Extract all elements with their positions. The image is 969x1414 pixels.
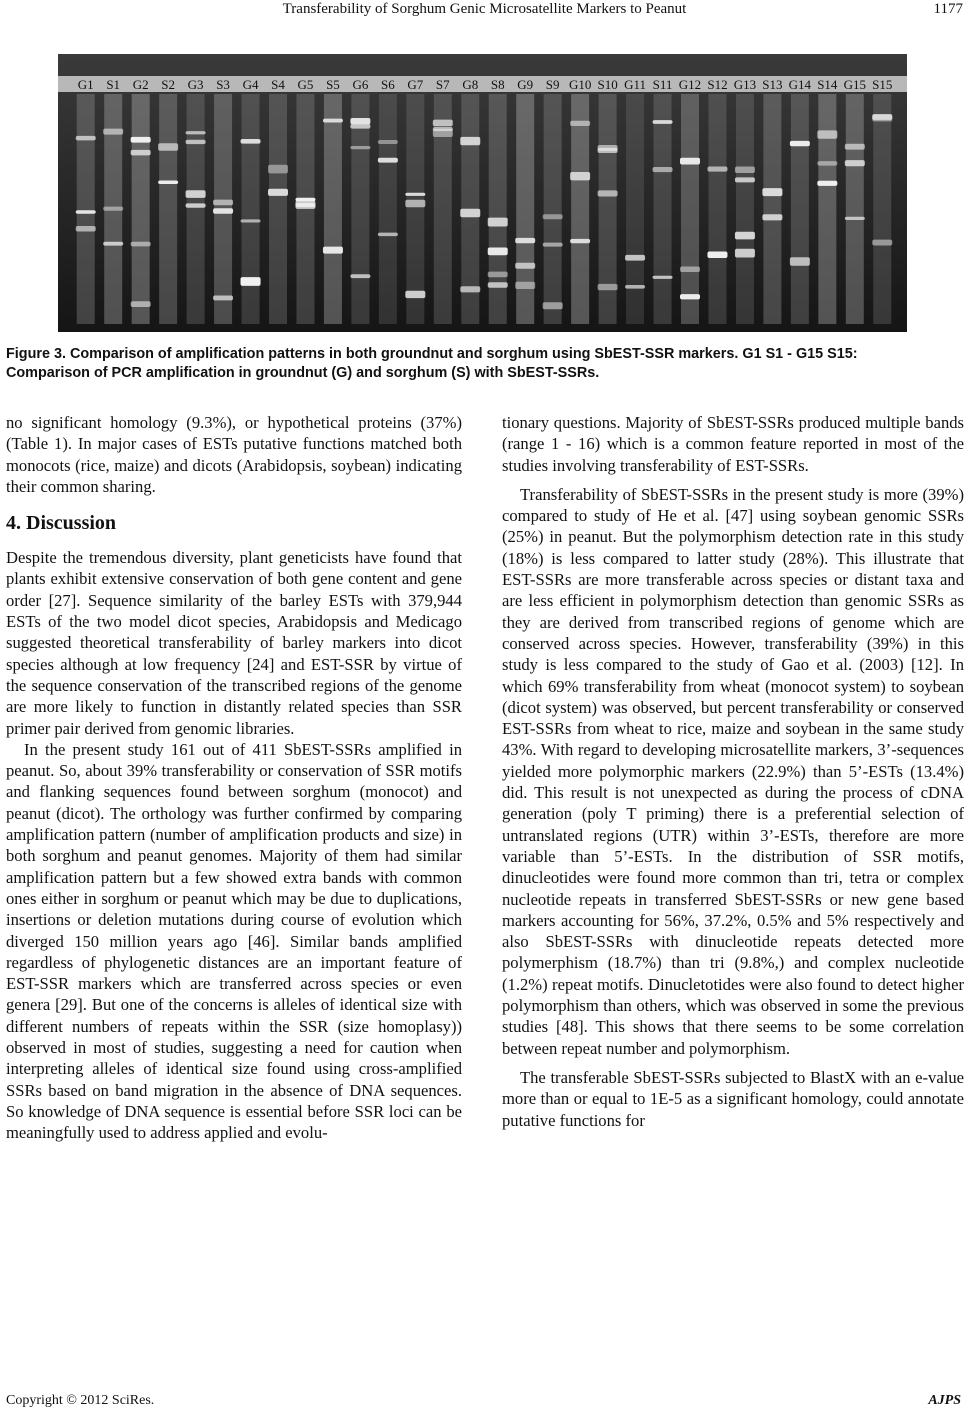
gel-band — [186, 203, 206, 207]
gel-lane — [159, 94, 177, 324]
gel-band — [405, 291, 425, 298]
gel-band — [817, 130, 837, 138]
gel-lane — [544, 94, 562, 324]
lane-label: S1 — [106, 77, 121, 92]
lane-label: S3 — [216, 77, 230, 92]
gel-band — [543, 214, 563, 219]
paragraph: no significant homology (9.3%), or hypothetical proteins (37%) (Table 1). In major cases of ESTs putative functions matched both monocots (rice, maize) and dicots (Arabidopsis, soybean) indicating their common sharing. — [6, 413, 462, 496]
gel-lane — [791, 94, 809, 324]
gel-lane — [818, 94, 836, 324]
gel-band — [350, 146, 370, 149]
lane-label: G11 — [624, 77, 647, 92]
gel-lane — [132, 94, 150, 324]
gel-band — [488, 248, 508, 256]
gel-band — [460, 286, 480, 292]
gel-band — [186, 140, 206, 144]
gel-lane — [296, 94, 314, 324]
gel-band — [625, 255, 645, 261]
lane-label: S10 — [597, 77, 618, 92]
gel-lane — [626, 94, 644, 324]
gel-band — [515, 263, 535, 269]
gel-band — [570, 172, 590, 180]
gel-band — [790, 141, 810, 146]
gel-band — [680, 294, 700, 299]
gel-band — [350, 118, 370, 124]
gel-band — [131, 137, 151, 143]
lane-label: S14 — [817, 77, 838, 92]
gel-lane — [187, 94, 205, 324]
gel-band — [76, 210, 96, 214]
running-header: Transferability of Sorghum Genic Microsatellite Markers to Peanut — [282, 1, 687, 17]
gel-band — [680, 267, 700, 273]
gel-band — [241, 219, 261, 222]
lane-label: S2 — [161, 77, 176, 92]
gel-lane — [873, 94, 891, 324]
lane-label: G12 — [678, 77, 702, 92]
gel-lane — [516, 94, 534, 324]
page-number: 1177 — [933, 1, 963, 17]
section-heading: 4. Discussion — [6, 512, 117, 535]
gel-band — [378, 140, 398, 144]
gel-band — [845, 217, 865, 220]
lane-label: G9 — [517, 77, 534, 92]
lane-label: S4 — [271, 77, 285, 92]
gel-lane — [763, 94, 781, 324]
gel-band — [598, 190, 618, 196]
gel-band — [323, 119, 343, 123]
paragraph: Transferability of SbEST-SSRs in the present study is more (39%) compared to study of He et al. [47] using soybean genomic SSRs (25%) in peanut. But the polymorphism detection rate in this study (18%) is less compared to latter study (28%). This illustrate that EST-SSRs are more transferable across species or distant taxa and are less efficient in polymorphism detection than genomic SSRs as they are derived from transcribed regions of genome which are conserved across species. However, transferability (39%) in this study is less compared to the study of Gao et al. (2003) [12]. In which 69% transferability from wheat (monocot system) to soybean (dicot system) was observed, but percent transferability or conserved EST-SSRs from wheat to rice, maize and soybean in the same study 43%. With regard to developing microsatellite markers, 3’-sequences yielded more polymorphic markers (22.9%) than 5’-ESTs (13.4%) did. This result is not unexpected as during the process of cDNA generation (poly T priming) there is a preferential selection of untranslated regions (UTR) within 3’-ESTs, therefore are more variable than 5’-ESTs. In the distribution of SSR motifs, dinucleotides were found more common than tri, tetra or complex nucleotide repeats in transferred SbEST-SSRs or new gene based markers accounting for 56%, 37.2%, 0.5% and 5% respectively and also SbEST-SSRs with dinucleotide repeats detected more polymerphism (18.7%) than tri (9.8%,) and complex nucleotide (1.2%) repeat motifs. Dinucletotides were also found to detect higher polymorphism than others, which was observed in some the previous studies [48]. This shows that there seems to be some correlation between repeat number and polymorphism. — [502, 484, 964, 1058]
gel-band — [295, 203, 315, 207]
gel-band — [103, 242, 123, 246]
gel-band — [186, 190, 206, 198]
gel-band — [131, 301, 151, 307]
gel-electrophoresis-figure — [58, 54, 907, 332]
gel-lane — [324, 94, 342, 324]
gel-band — [543, 243, 563, 247]
gel-band — [76, 226, 96, 232]
gel-band — [735, 177, 755, 182]
gel-band — [735, 167, 755, 174]
gel-band — [570, 239, 590, 243]
lane-label: G1 — [77, 77, 94, 92]
paragraph: Despite the tremendous diversity, plant geneticists have found that plants exhibit extensive conservation of both gene content and gene order [27]. Sequence similarity of the barley ESTs with 379,944 ESTs of the two model dicot species, Arabidopsis and Medicago suggested theoretical transferability of barley markers into dicot species although at low frequency [24] and EST-SSR by virtue of the sequence conservation of the transcribed regions of the genome are more likely to function in distantly related species than SSR primer pair derived from genomic libraries. — [6, 548, 462, 738]
gel-band — [103, 129, 123, 135]
gel-band — [790, 257, 810, 266]
lane-label: G15 — [843, 77, 866, 92]
gel-band — [350, 124, 370, 129]
gel-lane — [681, 94, 699, 324]
gel-lane — [379, 94, 397, 324]
gel-band — [103, 207, 123, 211]
gel-band — [872, 115, 892, 122]
gel-band — [433, 120, 453, 127]
lane-label: G3 — [187, 77, 204, 92]
gel-band — [131, 242, 151, 247]
gel-band — [762, 188, 782, 196]
gel-band — [268, 165, 288, 174]
gel-band — [488, 218, 508, 227]
gel-band — [845, 160, 865, 166]
lane-label: G13 — [733, 77, 757, 92]
gel-band — [872, 240, 892, 246]
gel-lane — [571, 94, 589, 324]
lane-label: S13 — [762, 77, 783, 92]
left-column — [6, 412, 462, 1144]
gel-band — [543, 302, 563, 309]
gel-band — [241, 278, 261, 286]
paragraph: The transferable SbEST-SSRs subjected to BlastX with an e-value more than or equal to 1E-5 as a significant homology, could annotate putative functions for — [502, 1067, 964, 1130]
gel-lane — [242, 94, 260, 324]
gel-band — [762, 214, 782, 220]
lane-label: S7 — [435, 77, 450, 92]
lane-label: G4 — [242, 77, 259, 92]
gel-band — [433, 127, 453, 131]
gel-band — [653, 167, 673, 172]
lane-label: S15 — [872, 77, 893, 92]
gel-band — [845, 144, 865, 150]
gel-band — [625, 285, 645, 289]
lane-label: G7 — [407, 77, 424, 92]
gel-image — [58, 54, 907, 332]
gel-band — [817, 161, 837, 166]
gel-band — [213, 200, 233, 206]
lane-label: G5 — [297, 77, 314, 92]
gel-band — [598, 145, 618, 151]
caption-line-2: Comparison of PCR amplification in groundnut (G) and sorghum (S) with SbEST-SSRs. — [6, 365, 600, 381]
gel-lane — [736, 94, 754, 324]
gel-band — [131, 150, 151, 156]
gel-band — [707, 252, 727, 259]
lane-label: S12 — [707, 77, 728, 92]
lane-label: S6 — [380, 77, 395, 92]
gel-band — [735, 249, 755, 258]
gel-band — [460, 137, 480, 145]
lane-label: G10 — [568, 77, 592, 92]
caption-line-1: Figure 3. Comparison of amplification patterns in both groundnut and sorghum using SbEST-SSR markers. G1 S1 - G15 S15: — [6, 346, 858, 362]
copyright: Copyright © 2012 SciRes. — [6, 1393, 155, 1408]
gel-band — [653, 276, 673, 279]
journal-name: AJPS — [928, 1393, 961, 1408]
paragraph: In the present study 161 out of 411 SbEST-SSRs amplified in peanut. So, about 39% transferability or conservation of SSR motifs and flanking sequences found between sorghum (monocot) and peanut (dicot). The orthology was further confirmed by comparing amplification pattern (number of amplification products and size) in both sorghum and peanut genomes. Majority of them had similar amplification pattern but a few showed extra bands with common ones either in sorghum or peanut which may be due to duplications, insertions or deletion mutations during course of evolution which diverged 150 million years ago [46]. Similar bands amplified regardless of phylogenetic distances are an important feature of EST-SSR markers which are transferred across species or even genera [29]. But one of the concerns is alleles of identical size with different numbers of repeats within the SSR (size homoplasy)) observed in most of studies, suggesting a need for caution when interpreting alleles of identical size found using cross-amplified SSRs based on band migration in the absence of DNA sequences. So knowledge of DNA sequence is essential before SSR loci can be meaningfully used to address applied and evolu- — [6, 739, 462, 1143]
paragraph: tionary questions. Majority of SbEST-SSRs produced multiple bands (range 1 - 16) which is a common feature reported in most of the studies involving transferability of EST-SSRs. — [502, 413, 964, 475]
lane-label: G2 — [132, 77, 149, 92]
gel-band — [735, 232, 755, 240]
gel-band — [570, 121, 590, 126]
figure-caption — [6, 345, 966, 383]
gel-band — [515, 282, 535, 289]
lane-label: S9 — [545, 77, 560, 92]
gel-band — [186, 131, 206, 134]
gel-lane — [77, 94, 95, 324]
gel-band — [515, 238, 535, 243]
gel-band — [323, 247, 343, 254]
gel-band — [378, 158, 398, 163]
gel-band — [268, 189, 288, 196]
gel-band — [488, 282, 508, 288]
gel-band — [158, 143, 178, 151]
gel-band — [350, 274, 370, 278]
gel-band — [405, 193, 425, 196]
gel-band — [378, 233, 398, 237]
gel-lane — [406, 94, 424, 324]
gel-lane — [654, 94, 672, 324]
right-column — [502, 412, 964, 1131]
gel-lane — [846, 94, 864, 324]
gel-band — [653, 120, 673, 124]
lane-label: S5 — [326, 77, 340, 92]
gel-lane — [269, 94, 287, 324]
gel-band — [213, 296, 233, 301]
gel-band — [213, 208, 233, 214]
lane-label: G8 — [462, 77, 479, 92]
gel-lane — [708, 94, 726, 324]
gel-band — [460, 209, 480, 217]
lane-label: S8 — [490, 77, 505, 92]
lane-label: G14 — [788, 77, 812, 92]
gel-band — [707, 167, 727, 172]
lane-label: S11 — [652, 77, 673, 92]
gel-band — [598, 284, 618, 290]
lane-label: G6 — [352, 77, 369, 92]
gel-band — [817, 181, 837, 186]
gel-lane — [489, 94, 507, 324]
gel-band — [158, 181, 178, 185]
gel-band — [76, 136, 96, 141]
gel-band — [680, 158, 700, 165]
gel-band — [241, 139, 261, 144]
gel-band — [405, 200, 425, 207]
gel-band — [488, 272, 508, 278]
